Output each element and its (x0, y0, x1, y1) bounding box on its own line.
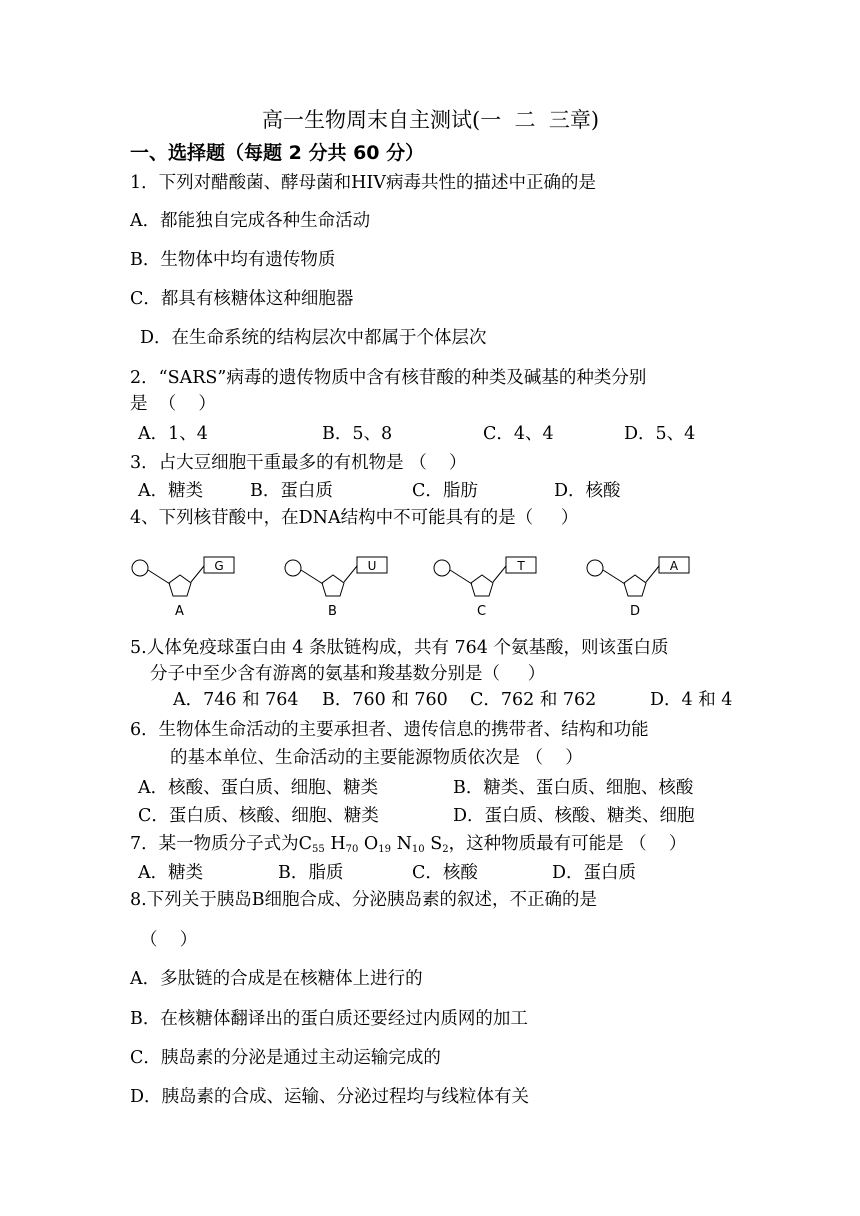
section-heading: 一、选择题（每题 2 分共 60 分） (130, 142, 425, 164)
formula-n: N (396, 834, 412, 854)
q8-option-a: A．多肽链的合成是在核糖体上进行的 (130, 969, 423, 989)
q6-option-c: C．蛋白质、核酸、细胞、糖类 (138, 806, 379, 826)
q5-option-c: C．762 和 762 (470, 690, 597, 710)
q5-option-b: B．760 和 760 (322, 690, 448, 710)
q6-option-d: D．蛋白质、核酸、糖类、细胞 (453, 806, 695, 826)
q1-stem: 1．下列对醋酸菌、酵母菌和HIV病毒共性的描述中正确的是 (130, 173, 596, 193)
formula-h: H (330, 834, 346, 854)
nucleotide-diagram-c (432, 548, 542, 604)
formula-c: C (298, 834, 313, 854)
q2-option-b: B．5、8 (322, 424, 393, 444)
q8-stem: 8.下列关于胰岛B细胞合成、分泌胰岛素的叙述，不正确的是 (130, 890, 598, 910)
q2-option-a: A．1、4 (138, 424, 208, 444)
q7-option-d: D．蛋白质 (552, 863, 637, 883)
q6-stem-line1: 6．生物体生命活动的主要承担者、遗传信息的携带者、结构和功能 (130, 720, 649, 740)
nucleotide-diagram-a (130, 548, 240, 604)
q8-option-d: D．胰岛素的合成、运输、分泌过程均与线粒体有关 (130, 1087, 530, 1107)
formula-o: O (363, 834, 379, 854)
q7-option-c: C．核酸 (412, 863, 478, 883)
q3-stem: 3．占大豆细胞干重最多的有机物是 （ ） (130, 453, 467, 473)
q1-option-b: B．生物体中均有遗传物质 (130, 250, 336, 270)
q5-stem-line1: 5.人体免疫球蛋白由 4 条肽链构成，共有 764 个氨基酸，则该蛋白质 (130, 638, 669, 658)
q5-option-a: A．746 和 764 (173, 690, 299, 710)
q2-option-d: D．5、4 (624, 424, 696, 444)
q2-stem-line1: 2．“SARS”病毒的遗传物质中含有核苷酸的种类及碱基的种类分别 (130, 368, 647, 388)
q5-stem-line2: 分子中至少含有游离的氨基和羧基数分别是（ ） (150, 664, 546, 684)
q7-stem: 7．某一物质分子式为$C_{55}$ $H_{70}$ $O_{19}$ $N_{10}$ $S_2$，这种物质最有可能是 （ ） (130, 834, 687, 855)
q3-option-c: C．脂肪 (412, 481, 478, 501)
q1-option-a: A．都能独自完成各种生命活动 (130, 211, 371, 231)
q3-option-d: D．核酸 (554, 481, 621, 501)
nucleotide-label-b: B (328, 604, 337, 619)
q7-option-a: A．糖类 (138, 863, 204, 883)
q2-stem-line2: 是 （ ） (130, 394, 216, 414)
base-label-c: T (517, 559, 525, 573)
formula-s: S (430, 834, 443, 854)
q4-stem: 4、下列核苷酸中，在DNA结构中不可能具有的是（ ） (130, 508, 579, 528)
q2-option-c: C．4、4 (483, 424, 554, 444)
q5-option-d: D．4 和 4 (650, 690, 733, 710)
q6-option-a: A．核酸、蛋白质、细胞、糖类 (138, 778, 379, 798)
nucleotide-diagram-b (283, 548, 393, 604)
base-label-d: A (669, 559, 679, 573)
base-label-a: G (214, 559, 224, 573)
q8-option-b: B．在核糖体翻译出的蛋白质还要经过内质网的加工 (130, 1009, 528, 1029)
base-label-b: U (367, 559, 377, 573)
nucleotide-label-a: A (175, 604, 184, 619)
q1-option-c: C．都具有核糖体这种细胞器 (130, 289, 354, 309)
q3-option-a: A．糖类 (138, 481, 204, 501)
q7-option-b: B．脂质 (278, 863, 344, 883)
nucleotide-diagram-d (585, 548, 695, 604)
q1-option-d: D．在生命系统的结构层次中都属于个体层次 (140, 328, 487, 348)
q8-answer-paren: （ ） (140, 930, 198, 950)
page-title: 高一生物周末自主测试(一 二 三章) (262, 108, 600, 132)
q3-option-b: B．蛋白质 (250, 481, 333, 501)
q6-stem-line2: 的基本单位、生命活动的主要能源物质依次是 （ ） (170, 748, 583, 768)
nucleotide-label-d: D (630, 604, 641, 619)
nucleotide-label-c: C (477, 604, 487, 619)
q6-option-b: B．糖类、蛋白质、细胞、核酸 (453, 778, 694, 798)
q8-option-c: C．胰岛素的分泌是通过主动运输完成的 (130, 1048, 441, 1068)
